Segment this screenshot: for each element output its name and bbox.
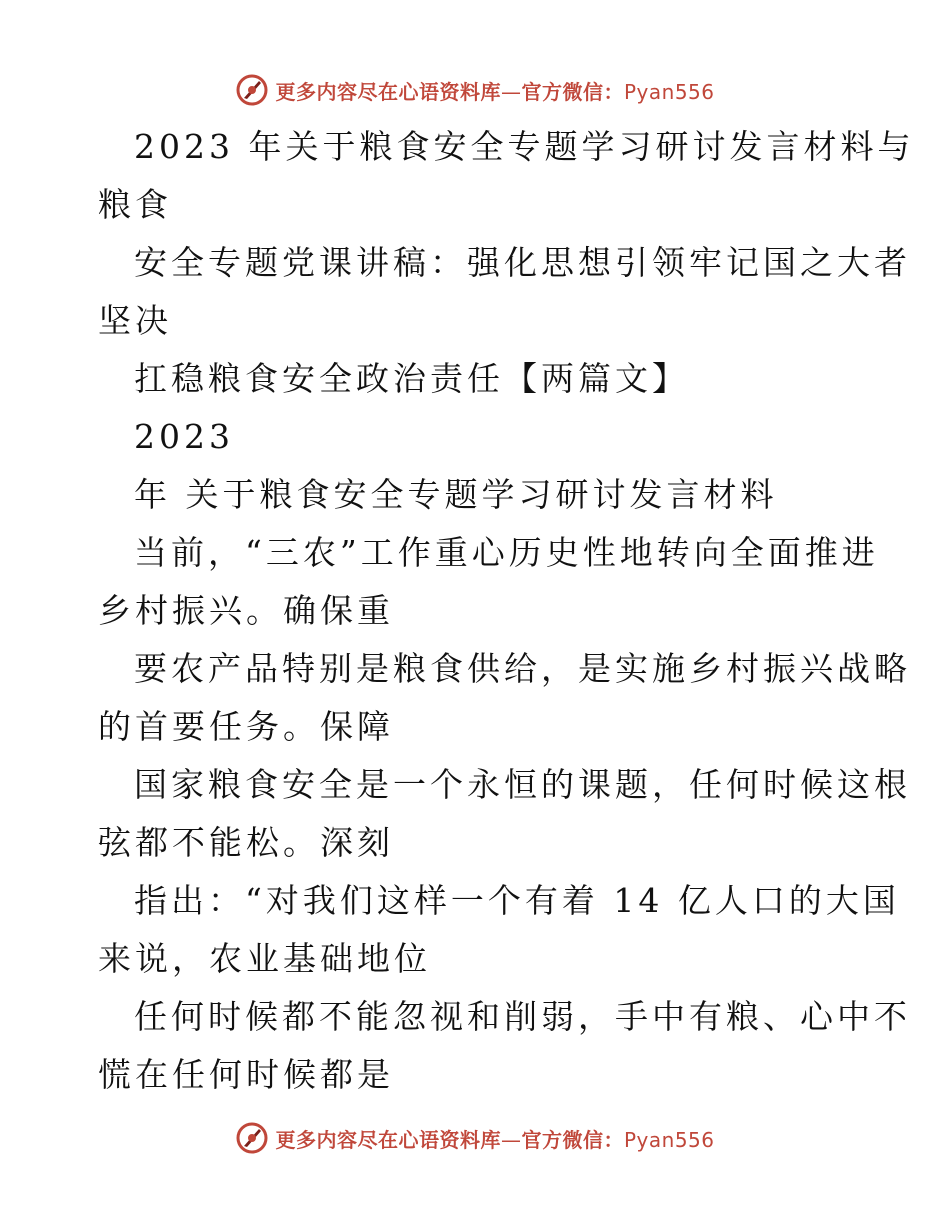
body-line: 安全专题党课讲稿：强化思想引领牢记国之大者 [134, 243, 911, 282]
body-line: 来说，农业基础地位 [98, 939, 431, 978]
body-line: 任何时候都不能忽视和削弱，手中有粮、心中不 [134, 997, 911, 1036]
header-watermark [0, 70, 950, 110]
footer-watermark [0, 1118, 950, 1158]
watermark-dash: — [500, 79, 522, 104]
body-line: 坚决 [98, 301, 172, 340]
watermark-wechat-id: Pyan556 [623, 1127, 715, 1152]
quill-circle-logo-icon [235, 1121, 269, 1155]
watermark-wechat-label: 官方微信： [521, 79, 624, 104]
body-line: 指出：“对我们这样一个有着 14 亿人口的大国 [134, 881, 900, 920]
body-line: 的首要任务。保障 [98, 707, 394, 746]
body-line: 国家粮食安全是一个永恒的课题，任何时候这根 [134, 765, 911, 804]
body-line: 当前，“三农”工作重心历史性地转向全面推进 [134, 533, 879, 572]
body-line: 乡村振兴。确保重 [98, 591, 394, 630]
quill-circle-logo-icon [235, 73, 269, 107]
body-line: 年 关于粮食安全专题学习研讨发言材料 [134, 475, 778, 514]
watermark-wechat-id: Pyan556 [623, 79, 715, 104]
watermark-wechat-label: 官方微信： [521, 1127, 624, 1152]
watermark-dash: — [500, 1127, 522, 1152]
body-line: 粮食 [98, 185, 172, 224]
watermark-site: 更多内容尽在心语资料库 [275, 1127, 501, 1152]
document-body [98, 118, 915, 1104]
body-line: 扛稳粮食安全政治责任【两篇文】 [134, 359, 689, 398]
body-line: 2023 年关于粮食安全专题学习研讨发言材料与 [134, 127, 915, 166]
body-line: 弦都不能松。深刻 [98, 823, 394, 862]
watermark-site: 更多内容尽在心语资料库 [275, 79, 501, 104]
body-line: 慌在任何时候都是 [98, 1055, 394, 1094]
body-line: 要农产品特别是粮食供给，是实施乡村振兴战略 [134, 649, 911, 688]
body-line: 2023 [134, 417, 234, 456]
